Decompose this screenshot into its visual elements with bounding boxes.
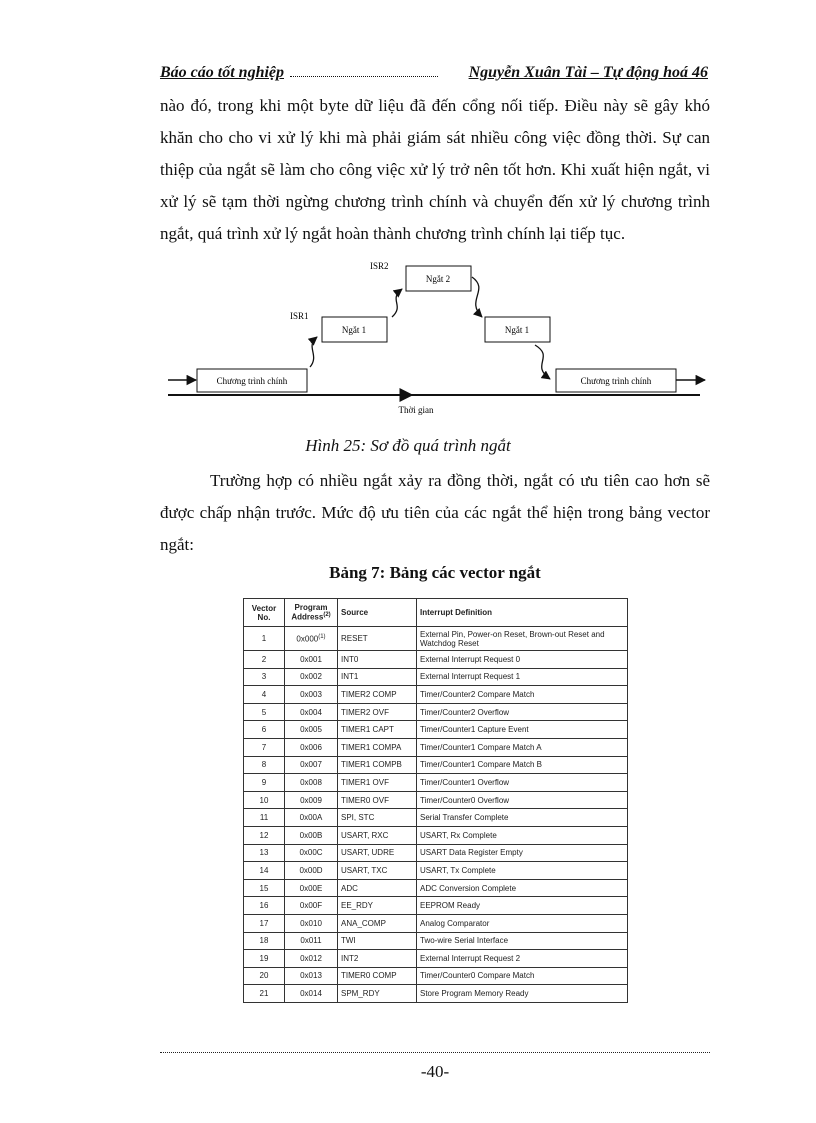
cell-program-address: 0x009 bbox=[285, 791, 338, 809]
body-paragraph-1: nào đó, trong khi một byte dữ liệu đã đến cổng nối tiếp. Điều này sẽ gây khó khăn cho cho vi xử lý khi mà phải giám sát nhiều công việc đồng thời. Sự can thiệp của ngắt sẽ làm cho công việc xử lý trở nên tốt hơn. Khi xuất hiện ngắt, vi xử lý sẽ tạm thời ngừng chương trình chính và chuyển đến xử lý chương trình ngắt, quá trình xử lý ngắt hoàn thành chương trình chính lại tiếp tục. bbox=[160, 96, 710, 243]
cell-vector-no: 11 bbox=[244, 809, 285, 827]
cell-source: TIMER0 OVF bbox=[338, 791, 417, 809]
cell-program-address: 0x000$^{(1)}$ bbox=[285, 627, 338, 651]
cell-program-address: 0x00E bbox=[285, 879, 338, 897]
header-source: Source bbox=[338, 599, 417, 627]
cell-interrupt-definition: Two-wire Serial Interface bbox=[417, 932, 628, 950]
table-row bbox=[244, 668, 628, 686]
page-header bbox=[160, 64, 708, 86]
cell-source: INT0 bbox=[338, 651, 417, 669]
cell-program-address: 0x00D bbox=[285, 862, 338, 880]
cell-source: TIMER2 COMP bbox=[338, 686, 417, 704]
table-row bbox=[244, 627, 628, 651]
cell-interrupt-definition: Timer/Counter2 Overflow bbox=[417, 703, 628, 721]
cell-vector-no: 5 bbox=[244, 703, 285, 721]
interrupt2-label: Ngắt 2 bbox=[425, 274, 451, 284]
cell-vector-no: 17 bbox=[244, 914, 285, 932]
interrupt-process-diagram bbox=[160, 255, 720, 425]
header-left-title: Báo cáo tốt nghiệp bbox=[160, 64, 285, 81]
cell-vector-no: 2 bbox=[244, 651, 285, 669]
cell-source: TIMER2 OVF bbox=[338, 703, 417, 721]
cell-program-address: 0x012 bbox=[285, 950, 338, 968]
cell-source: INT2 bbox=[338, 950, 417, 968]
time-axis-label: Thời gian bbox=[398, 405, 434, 415]
cell-vector-no: 8 bbox=[244, 756, 285, 774]
cell-program-address: 0x014 bbox=[285, 985, 338, 1003]
cell-program-address: 0x011 bbox=[285, 932, 338, 950]
table-row bbox=[244, 686, 628, 704]
table-row bbox=[244, 844, 628, 862]
cell-vector-no: 10 bbox=[244, 791, 285, 809]
header-right-author: Nguyễn Xuân Tài – Tự động hoá 46 bbox=[468, 64, 708, 81]
cell-program-address: 0x008 bbox=[285, 774, 338, 792]
cell-interrupt-definition: Timer/Counter2 Compare Match bbox=[417, 686, 628, 704]
table-row bbox=[244, 809, 628, 827]
cell-interrupt-definition: Serial Transfer Complete bbox=[417, 809, 628, 827]
cell-program-address: 0x00F bbox=[285, 897, 338, 915]
cell-interrupt-definition: Timer/Counter1 Overflow bbox=[417, 774, 628, 792]
cell-source: TWI bbox=[338, 932, 417, 950]
cell-interrupt-definition: External Interrupt Request 0 bbox=[417, 651, 628, 669]
table-row bbox=[244, 774, 628, 792]
table-row bbox=[244, 826, 628, 844]
isr1-return-arrow bbox=[535, 345, 550, 379]
cell-interrupt-definition: Timer/Counter1 Compare Match A bbox=[417, 738, 628, 756]
table-row bbox=[244, 703, 628, 721]
cell-program-address: 0x003 bbox=[285, 686, 338, 704]
cell-vector-no: 18 bbox=[244, 932, 285, 950]
main-program-label-right: Chương trình chính bbox=[580, 376, 652, 386]
isr2-return-arrow bbox=[472, 277, 482, 317]
cell-source: USART, RXC bbox=[338, 826, 417, 844]
cell-vector-no: 19 bbox=[244, 950, 285, 968]
cell-interrupt-definition: External Pin, Power-on Reset, Brown-out Reset and Watchdog Reset bbox=[417, 627, 628, 651]
cell-program-address: 0x005 bbox=[285, 721, 338, 739]
cell-source: TIMER1 CAPT bbox=[338, 721, 417, 739]
cell-interrupt-definition: USART Data Register Empty bbox=[417, 844, 628, 862]
table-row bbox=[244, 862, 628, 880]
cell-vector-no: 14 bbox=[244, 862, 285, 880]
cell-program-address: 0x004 bbox=[285, 703, 338, 721]
table-row bbox=[244, 967, 628, 985]
cell-vector-no: 12 bbox=[244, 826, 285, 844]
cell-source: TIMER0 COMP bbox=[338, 967, 417, 985]
cell-interrupt-definition: USART, Tx Complete bbox=[417, 862, 628, 880]
cell-source: USART, TXC bbox=[338, 862, 417, 880]
cell-program-address: 0x00C bbox=[285, 844, 338, 862]
cell-vector-no: 4 bbox=[244, 686, 285, 704]
header-program-address: Program Address$^{(2)}$ bbox=[285, 599, 338, 627]
cell-interrupt-definition: Timer/Counter1 Compare Match B bbox=[417, 756, 628, 774]
cell-vector-no: 16 bbox=[244, 897, 285, 915]
cell-interrupt-definition: External Interrupt Request 1 bbox=[417, 668, 628, 686]
cell-vector-no: 20 bbox=[244, 967, 285, 985]
cell-source: SPI, STC bbox=[338, 809, 417, 827]
header-dots bbox=[290, 76, 438, 77]
cell-program-address: 0x013 bbox=[285, 967, 338, 985]
cell-program-address: 0x007 bbox=[285, 756, 338, 774]
table-row bbox=[244, 879, 628, 897]
table-row bbox=[244, 897, 628, 915]
table-row bbox=[244, 756, 628, 774]
cell-source: RESET bbox=[338, 627, 417, 651]
cell-program-address: 0x006 bbox=[285, 738, 338, 756]
cell-interrupt-definition: Timer/Counter0 Compare Match bbox=[417, 967, 628, 985]
cell-interrupt-definition: ADC Conversion Complete bbox=[417, 879, 628, 897]
table-row bbox=[244, 791, 628, 809]
cell-source: TIMER1 COMPA bbox=[338, 738, 417, 756]
table-row bbox=[244, 721, 628, 739]
cell-interrupt-definition: Analog Comparator bbox=[417, 914, 628, 932]
isr2-label: ISR2 bbox=[370, 261, 389, 271]
table-row bbox=[244, 950, 628, 968]
header-interrupt-definition: Interrupt Definition bbox=[417, 599, 628, 627]
cell-source: TIMER1 OVF bbox=[338, 774, 417, 792]
table-row bbox=[244, 914, 628, 932]
table-row bbox=[244, 932, 628, 950]
cell-vector-no: 13 bbox=[244, 844, 285, 862]
cell-source: EE_RDY bbox=[338, 897, 417, 915]
cell-program-address: 0x00B bbox=[285, 826, 338, 844]
cell-source: INT1 bbox=[338, 668, 417, 686]
main-program-label-left: Chương trình chính bbox=[216, 376, 288, 386]
table-body bbox=[244, 627, 628, 1003]
interrupt1-label-left: Ngắt 1 bbox=[341, 325, 367, 335]
cell-program-address: 0x010 bbox=[285, 914, 338, 932]
cell-vector-no: 7 bbox=[244, 738, 285, 756]
isr1-label: ISR1 bbox=[290, 311, 309, 321]
footer-dotted-line bbox=[160, 1052, 710, 1053]
cell-vector-no: 1 bbox=[244, 627, 285, 651]
cell-interrupt-definition: EEPROM Ready bbox=[417, 897, 628, 915]
cell-interrupt-definition: USART, Rx Complete bbox=[417, 826, 628, 844]
body-paragraph-2: Trường hợp có nhiều ngắt xảy ra đồng thời, ngắt có ưu tiên cao hơn sẽ được chấp nhận trước. Mức độ ưu tiên của các ngắt thể hiện trong bảng vector ngắt: bbox=[160, 471, 710, 554]
cell-interrupt-definition: Timer/Counter0 Overflow bbox=[417, 791, 628, 809]
cell-interrupt-definition: External Interrupt Request 2 bbox=[417, 950, 628, 968]
cell-source: ANA_COMP bbox=[338, 914, 417, 932]
page-number: -40- bbox=[420, 1062, 450, 1081]
cell-vector-no: 21 bbox=[244, 985, 285, 1003]
cell-vector-no: 9 bbox=[244, 774, 285, 792]
table-title: Bảng 7: Bảng các vector ngắt bbox=[329, 563, 541, 582]
cell-program-address: 0x002 bbox=[285, 668, 338, 686]
cell-vector-no: 15 bbox=[244, 879, 285, 897]
cell-source: USART, UDRE bbox=[338, 844, 417, 862]
table-header-row bbox=[244, 599, 628, 627]
cell-source: SPM_RDY bbox=[338, 985, 417, 1003]
table-row bbox=[244, 651, 628, 669]
cell-interrupt-definition: Timer/Counter1 Capture Event bbox=[417, 721, 628, 739]
cell-source: TIMER1 COMPB bbox=[338, 756, 417, 774]
isr1-transition-arrow bbox=[310, 337, 317, 367]
cell-program-address: 0x00A bbox=[285, 809, 338, 827]
cell-interrupt-definition: Store Program Memory Ready bbox=[417, 985, 628, 1003]
cell-source: ADC bbox=[338, 879, 417, 897]
figure-caption: Hình 25: Sơ đồ quá trình ngắt bbox=[305, 436, 511, 455]
interrupt1-label-right: Ngắt 1 bbox=[504, 325, 530, 335]
header-vector-no: Vector No. bbox=[244, 599, 285, 627]
table-row bbox=[244, 738, 628, 756]
cell-vector-no: 6 bbox=[244, 721, 285, 739]
interrupt-vector-table bbox=[243, 598, 628, 1003]
isr2-transition-arrow bbox=[392, 289, 402, 317]
table-row bbox=[244, 985, 628, 1003]
cell-program-address: 0x001 bbox=[285, 651, 338, 669]
cell-vector-no: 3 bbox=[244, 668, 285, 686]
